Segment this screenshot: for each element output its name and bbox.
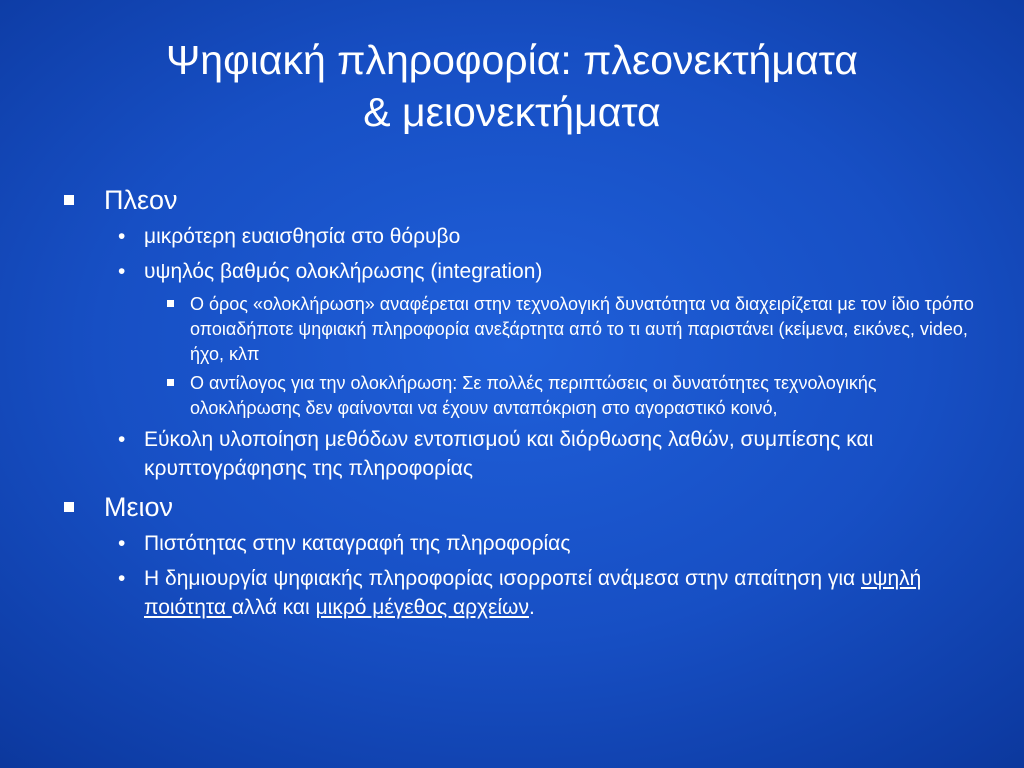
list-item bbox=[60, 425, 980, 483]
list-item bbox=[60, 222, 980, 251]
slide-body bbox=[60, 182, 980, 628]
dot-bullet-icon: • bbox=[118, 567, 126, 590]
list-item-text bbox=[144, 567, 921, 619]
list-item-text-after: . bbox=[528, 596, 535, 619]
list-item-text-middle: αλλά και bbox=[231, 596, 316, 619]
dot-bullet-icon: • bbox=[118, 428, 126, 451]
slide-title-line-2: & μειονεκτήματα bbox=[363, 89, 661, 135]
square-bullet-icon bbox=[167, 379, 174, 386]
section-heading-text: Πλεον bbox=[104, 185, 178, 215]
square-bullet-icon bbox=[64, 195, 74, 205]
dot-bullet-icon: • bbox=[118, 225, 126, 248]
slide-title bbox=[40, 34, 984, 138]
square-bullet-icon bbox=[64, 502, 74, 512]
list-item-text: Πιστότητας στην καταγραφή της πληροφορίας bbox=[144, 532, 571, 555]
list-item bbox=[60, 257, 980, 286]
section-heading-cons bbox=[60, 489, 980, 525]
underlined-text-small-file-size: μικρό μέγεθος αρχείων bbox=[315, 596, 529, 619]
sub-list-item-text: Ο αντίλογος για την ολοκλήρωση: Σε πολλές περιπτώσεις οι δυνατότητες τεχνολογικής ολοκλήρωσης δεν φαίνονται να έχουν ανταπόκριση στο αγοραστικό κοινό, bbox=[190, 373, 877, 418]
list-item-text: μικρότερη ευαισθησία στο θόρυβο bbox=[144, 225, 461, 248]
dot-bullet-icon: • bbox=[118, 260, 126, 283]
list-item-text: Εύκολη υλοποίηση μεθόδων εντοπισμού και διόρθωσης λαθών, συμπίεσης και κρυπτογράφησης της πληροφορίας bbox=[144, 428, 874, 480]
sub-list-item bbox=[60, 292, 980, 367]
list-item-text-before: Η δημιουργία ψηφιακής πληροφορίας ισορροπεί ανάμεσα στην απαίτηση για bbox=[144, 567, 861, 590]
sub-list-item bbox=[60, 371, 980, 421]
sub-list-item-text: Ο όρος «ολοκλήρωση» αναφέρεται στην τεχνολογική δυνατότητα να διαχειρίζεται με τον ίδιο τρόπο οποιαδήποτε ψηφιακή πληροφορία ανεξάρτητα από το τι αυτή παριστάνει (κείμενα, εικόνες, video, ήχο, κλπ bbox=[190, 294, 974, 364]
section-heading-pros bbox=[60, 182, 980, 218]
square-bullet-icon bbox=[167, 300, 174, 307]
slide-title-line-1: Ψηφιακή πληροφορία: πλεονεκτήματα bbox=[166, 37, 858, 83]
list-item bbox=[60, 564, 980, 622]
underlined-text-high-quality: υψηλή ποιότητα bbox=[144, 567, 922, 619]
list-item-text: υψηλός βαθμός ολοκλήρωσης (integration) bbox=[144, 260, 543, 283]
dot-bullet-icon: • bbox=[118, 532, 126, 555]
section-heading-text: Μειον bbox=[104, 492, 174, 522]
list-item bbox=[60, 529, 980, 558]
